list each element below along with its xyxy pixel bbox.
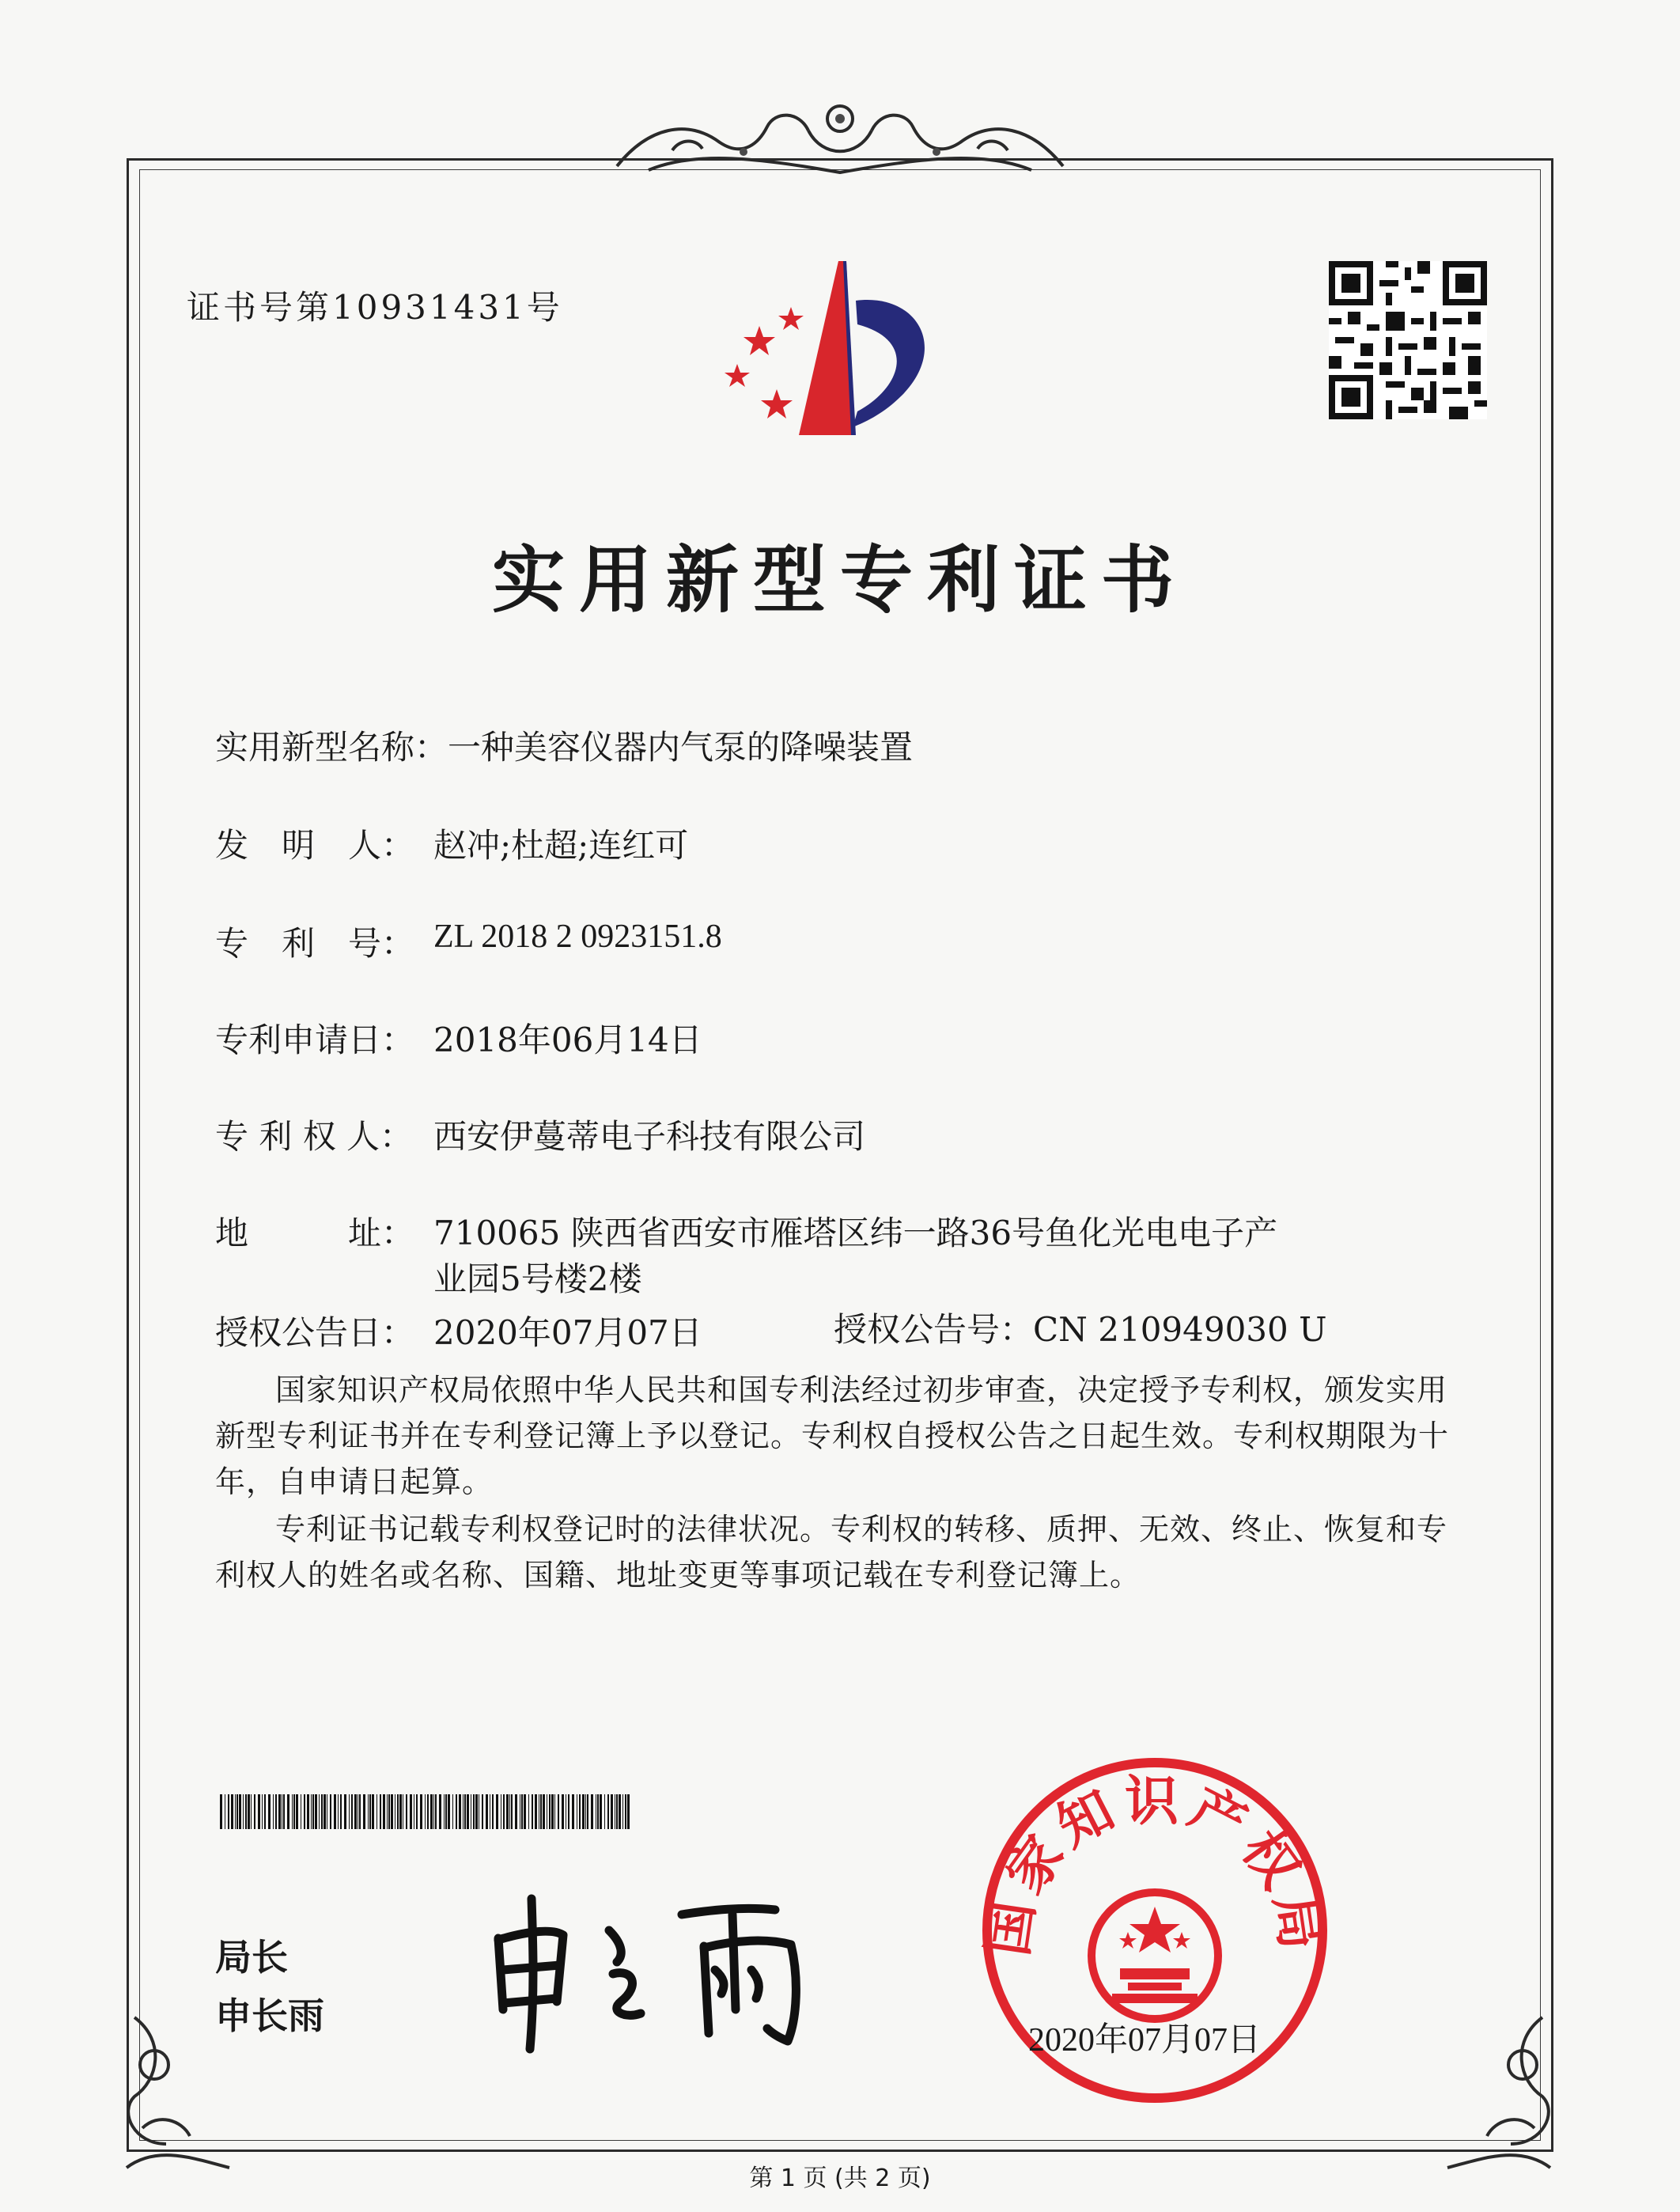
field-label: 实用新型名称： <box>215 728 448 767</box>
director-name: 申长雨 <box>215 1994 324 2037</box>
field-label: 专利申请日： <box>215 1021 415 1059</box>
field-value: 西安伊蔓蒂电子科技有限公司 <box>433 1117 866 1156</box>
bottom-right-ornament-icon <box>1424 2009 1566 2184</box>
field-label: 发 明 人： <box>215 826 415 865</box>
qr-code-icon <box>1329 261 1487 419</box>
legal-paragraph-1: 国家知识产权局依照中华人民共和国专利法经过初步审查，决定授予专利权，颁发实用新型专利证书并在专利登记簿上予以登记。专利权自授权公告之日起生效。专利权期限为十年，自申请日起算。 <box>215 1373 1450 1499</box>
field-inventor <box>215 820 688 867</box>
field-filing-date <box>215 1014 702 1062</box>
field-address-continued <box>433 1253 641 1301</box>
field-value: 一种美容仪器内气泵的降噪装置 <box>448 728 914 767</box>
page-number: 第 1 页 (共 2 页) <box>749 2165 931 2192</box>
field-grant-number <box>834 1304 1327 1351</box>
field-patentee <box>215 1111 865 1158</box>
field-patent-number <box>215 918 722 965</box>
field-label: 专 利 权 人： <box>215 1117 414 1156</box>
field-address <box>215 1207 1277 1255</box>
field-value: 710065 陕西省西安市雁塔区纬一路36号鱼化光电电子产 <box>433 1214 1278 1252</box>
top-ornament-icon <box>601 95 1079 182</box>
field-label: 地 址： <box>215 1214 415 1252</box>
field-value: 2018年06月14日 <box>433 1021 702 1059</box>
field-label: 授权公告号： <box>834 1310 1034 1349</box>
svg-text:国家知识产权局: 国家知识产权局 <box>976 1771 1334 1960</box>
certificate-number: 证书号第10931431号 <box>187 288 563 327</box>
barcode-icon <box>220 1794 631 1829</box>
director-title: 局长 <box>215 1936 288 1979</box>
cnipa-emblem-icon <box>712 253 965 451</box>
field-label: 授权公告日： <box>215 1313 415 1352</box>
director-signature-icon <box>475 1883 838 2065</box>
field-utility-model-name <box>215 722 913 769</box>
seal-date: 2020年07月07日 <box>1028 2022 1262 2059</box>
field-label: 专 利 号： <box>215 924 415 963</box>
field-value: 2020年07月07日 <box>433 1313 702 1352</box>
field-value: CN 210949030 U <box>1033 1310 1327 1349</box>
legal-paragraph-2: 专利证书记载专利权登记时的法律状况。专利权的转移、质押、无效、终止、恢复和专利权人的姓名或名称、国籍、地址变更等事项记载在专利登记簿上。 <box>215 1512 1448 1593</box>
field-grant-date <box>215 1307 702 1354</box>
field-value: 赵冲;杜超;连红可 <box>433 826 689 865</box>
page-title: 实用新型专利证书 <box>491 538 1188 623</box>
field-value: 业园5号楼2楼 <box>433 1259 642 1298</box>
field-value: ZL 2018 2 0923151.8 <box>433 919 722 955</box>
